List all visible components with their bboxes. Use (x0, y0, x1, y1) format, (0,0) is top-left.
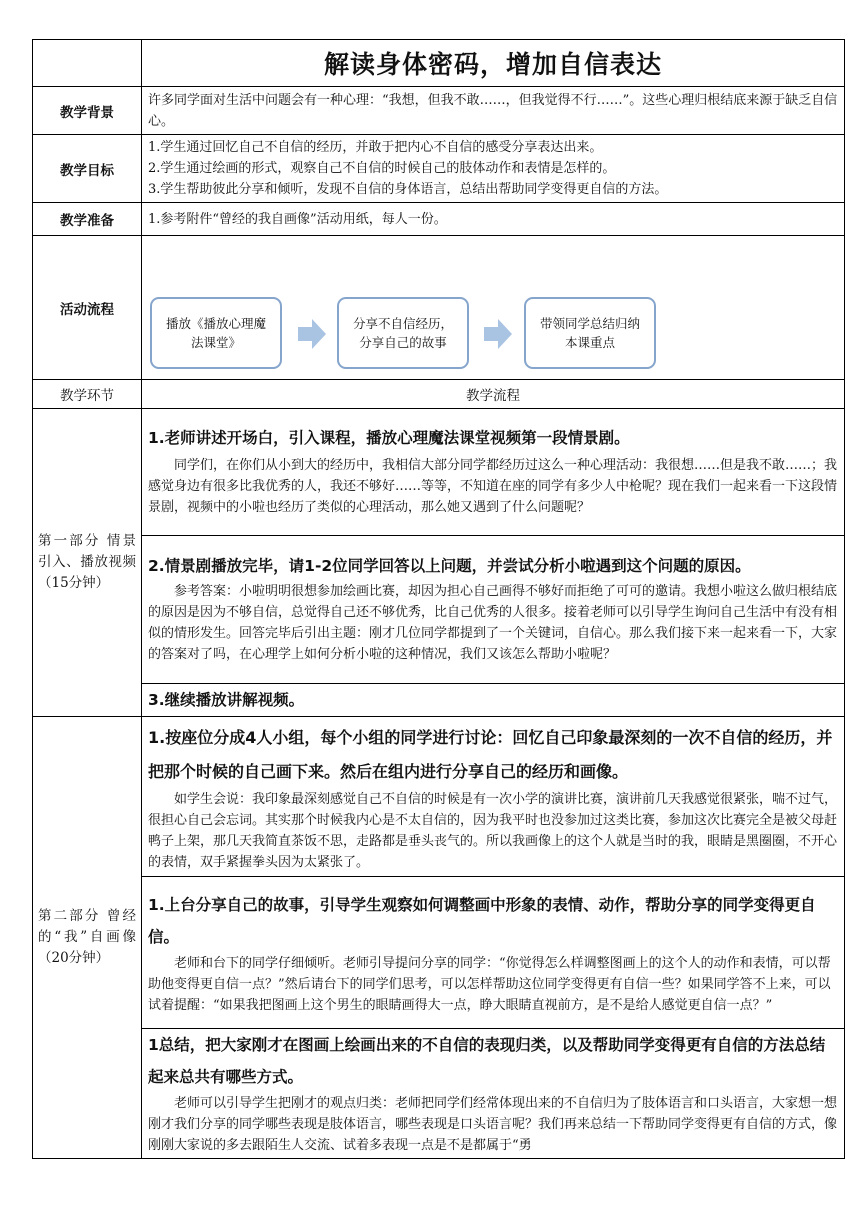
part1-label: 第一部分 情景引入、播放视频（15分钟） (33, 409, 142, 717)
background-text: 许多同学面对生活中问题会有一种心理：“我想，但我不敢……，但我觉得不行……”。这些心理归根结底来源于缺乏自信心。 (148, 92, 838, 129)
flow-diagram (142, 237, 844, 379)
part1-heading-3: 3.继续播放讲解视频。 (148, 691, 305, 709)
part2-cell-3 (142, 1029, 845, 1159)
part2-heading-2: 1.上台分享自己的故事，引导学生观察如何调整画中形象的表情、动作，帮助分享的同学变得更自信。 (148, 896, 816, 946)
part1-row-b (33, 536, 845, 684)
goals-cell (142, 135, 845, 203)
flow-step-text: 播放《播放心理魔法课堂》 (165, 315, 266, 350)
part1-paragraph-2: 参考答案：小啦明明很想参加绘画比赛，却因为担心自己画得不够好而拒绝了可可的邀请。我想小啦这么做归根结底的原因是因为不够自信，总觉得自己还不够优秀，比自己优秀的人很多。接着老师可以引导学生询问自己生活中有没有相似的情形发生。回答完毕后引出主题：刚才几位同学都提到了一个关键词，自信心。那么我们接下来一起来看一下，大家的答案对了吗，在心理学上如何分析小啦的这种情况，我们又该怎么帮助小啦呢？ (148, 583, 838, 662)
flow-step-text: 带领同学总结归纳本课重点 (539, 315, 640, 350)
background-label: 教学背景 (33, 87, 142, 135)
prep-row (33, 203, 845, 236)
part2-label: 第二部分 曾经的“我”自画像（20分钟） (33, 717, 142, 1159)
part1-heading-1: 1.老师讲述开场白，引入课程，播放心理魔法课堂视频第一段情景剧。 (148, 428, 630, 447)
part1-cell-1 (142, 409, 845, 536)
right-arrow-icon (484, 319, 512, 349)
title-row (33, 40, 845, 87)
flow-label: 活动流程 (33, 236, 142, 380)
part1-row-a (33, 409, 845, 536)
header-row (33, 380, 845, 409)
flow-step-3 (524, 297, 656, 369)
goal-item: 3.学生帮助彼此分享和倾听，发现不自信的身体语言，总结出帮助同学变得更自信的方法。 (148, 182, 668, 197)
part1-heading-2: 2.情景剧播放完毕，请1-2位同学回答以上问题，并尝试分析小啦遇到这个问题的原因。 (148, 556, 751, 575)
part2-row-a (33, 717, 845, 877)
process-header: 教学流程 (142, 380, 845, 409)
section-header: 教学环节 (33, 380, 142, 409)
flow-step-text: 分享不自信经历，分享自己的故事 (352, 315, 453, 350)
background-cell (142, 87, 845, 135)
goal-item: 1.学生通过回忆自己不自信的经历，并敢于把内心不自信的感受分享表达出来。 (148, 140, 603, 155)
background-row (33, 87, 845, 135)
part2-heading-3: 1总结，把大家刚才在图画上绘画出来的不自信的表现归类，以及帮助同学变得更有自信的方法总结起来总共有哪些方式。 (148, 1036, 826, 1086)
part2-paragraph-2: 老师和台下的同学仔细倾听。老师引导提问分享的同学：“你觉得怎么样调整图画上的这个人的动作和表情，可以帮助他变得更自信一点？”然后请台下的同学们思考，可以怎样帮助这位同学变得更有自信一些？如果同学答不上来，可以试着提醒：“如果我把图画上这个男生的眼睛画得大一点，睁大眼睛直视前方，是不是给人感觉更自信一点？” (148, 956, 831, 1013)
part2-paragraph-1: 如学生会说：我印象最深刻感觉自己不自信的时候是有一次小学的演讲比赛，演讲前几天我感觉很紧张，喘不过气，很担心自己会忘词。其实那个时候我内心是不太自信的，因为我平时也没参加过这类比赛，参加这次比赛完全是被父母赶鸭子上架，那几天我简直茶饭不思，走路都是垂头丧气的。所以我画像上的这个人就是当时的我，眼睛是黑圈圈，不开心的表情，双手紧握拳头因为太紧张了。 (148, 791, 838, 870)
part1-cell-2 (142, 536, 845, 684)
part2-row-c (33, 1029, 845, 1159)
flow-cell (142, 236, 845, 380)
flow-step-1 (150, 297, 282, 369)
flow-step-2 (337, 297, 469, 369)
part2-cell-2 (142, 877, 845, 1029)
title-empty-cell (33, 40, 142, 87)
prep-cell (142, 203, 845, 236)
right-arrow-icon (298, 319, 326, 349)
part2-heading-1: 1.按座位分成4人小组，每个小组的同学进行讨论：回忆自己印象最深刻的一次不自信的经历，并把那个时候的自己画下来。然后在组内进行分享自己的经历和画像。 (148, 727, 833, 781)
prep-text: 1.参考附件“曾经的我自画像”活动用纸，每人一份。 (148, 211, 447, 227)
part2-row-b (33, 877, 845, 1029)
part2-cell-1 (142, 717, 845, 877)
part1-row-c (33, 684, 845, 717)
goals-row (33, 135, 845, 203)
lesson-title: 解读身体密码，增加自信表达 (142, 40, 845, 87)
part1-paragraph-1: 同学们，在你们从小到大的经历中，我相信大部分同学都经历过这么一种心理活动：我很想……但是我不敢……；我感觉身边有很多比我优秀的人，我还不够好……等等，不知道在座的同学有多少人中枪呢？现在我们一起来看一下这段情景剧，视频中的小啦也经历了类似的心理活动，那么她又遇到了什么问题呢？ (148, 457, 838, 515)
lesson-plan-table (32, 39, 845, 1159)
goals-label: 教学目标 (33, 135, 142, 203)
goal-item: 2.学生通过绘画的形式，观察自己不自信的时候自己的肢体动作和表情是怎样的。 (148, 161, 616, 176)
part2-paragraph-3: 老师可以引导学生把刚才的观点归类：老师把同学们经常体现出来的不自信归为了肢体语言和口头语言，大家想一想刚才我们分享的同学哪些表现是肢体语言，哪些表现是口头语言呢？我们再来总结一下帮助同学变得更有自信的方式，像刚刚大家说的多去跟陌生人交流、试着多表现一点是不是都属于“勇 (148, 1096, 838, 1153)
flow-row (33, 236, 845, 380)
part1-cell-3 (142, 684, 845, 717)
prep-label: 教学准备 (33, 203, 142, 236)
